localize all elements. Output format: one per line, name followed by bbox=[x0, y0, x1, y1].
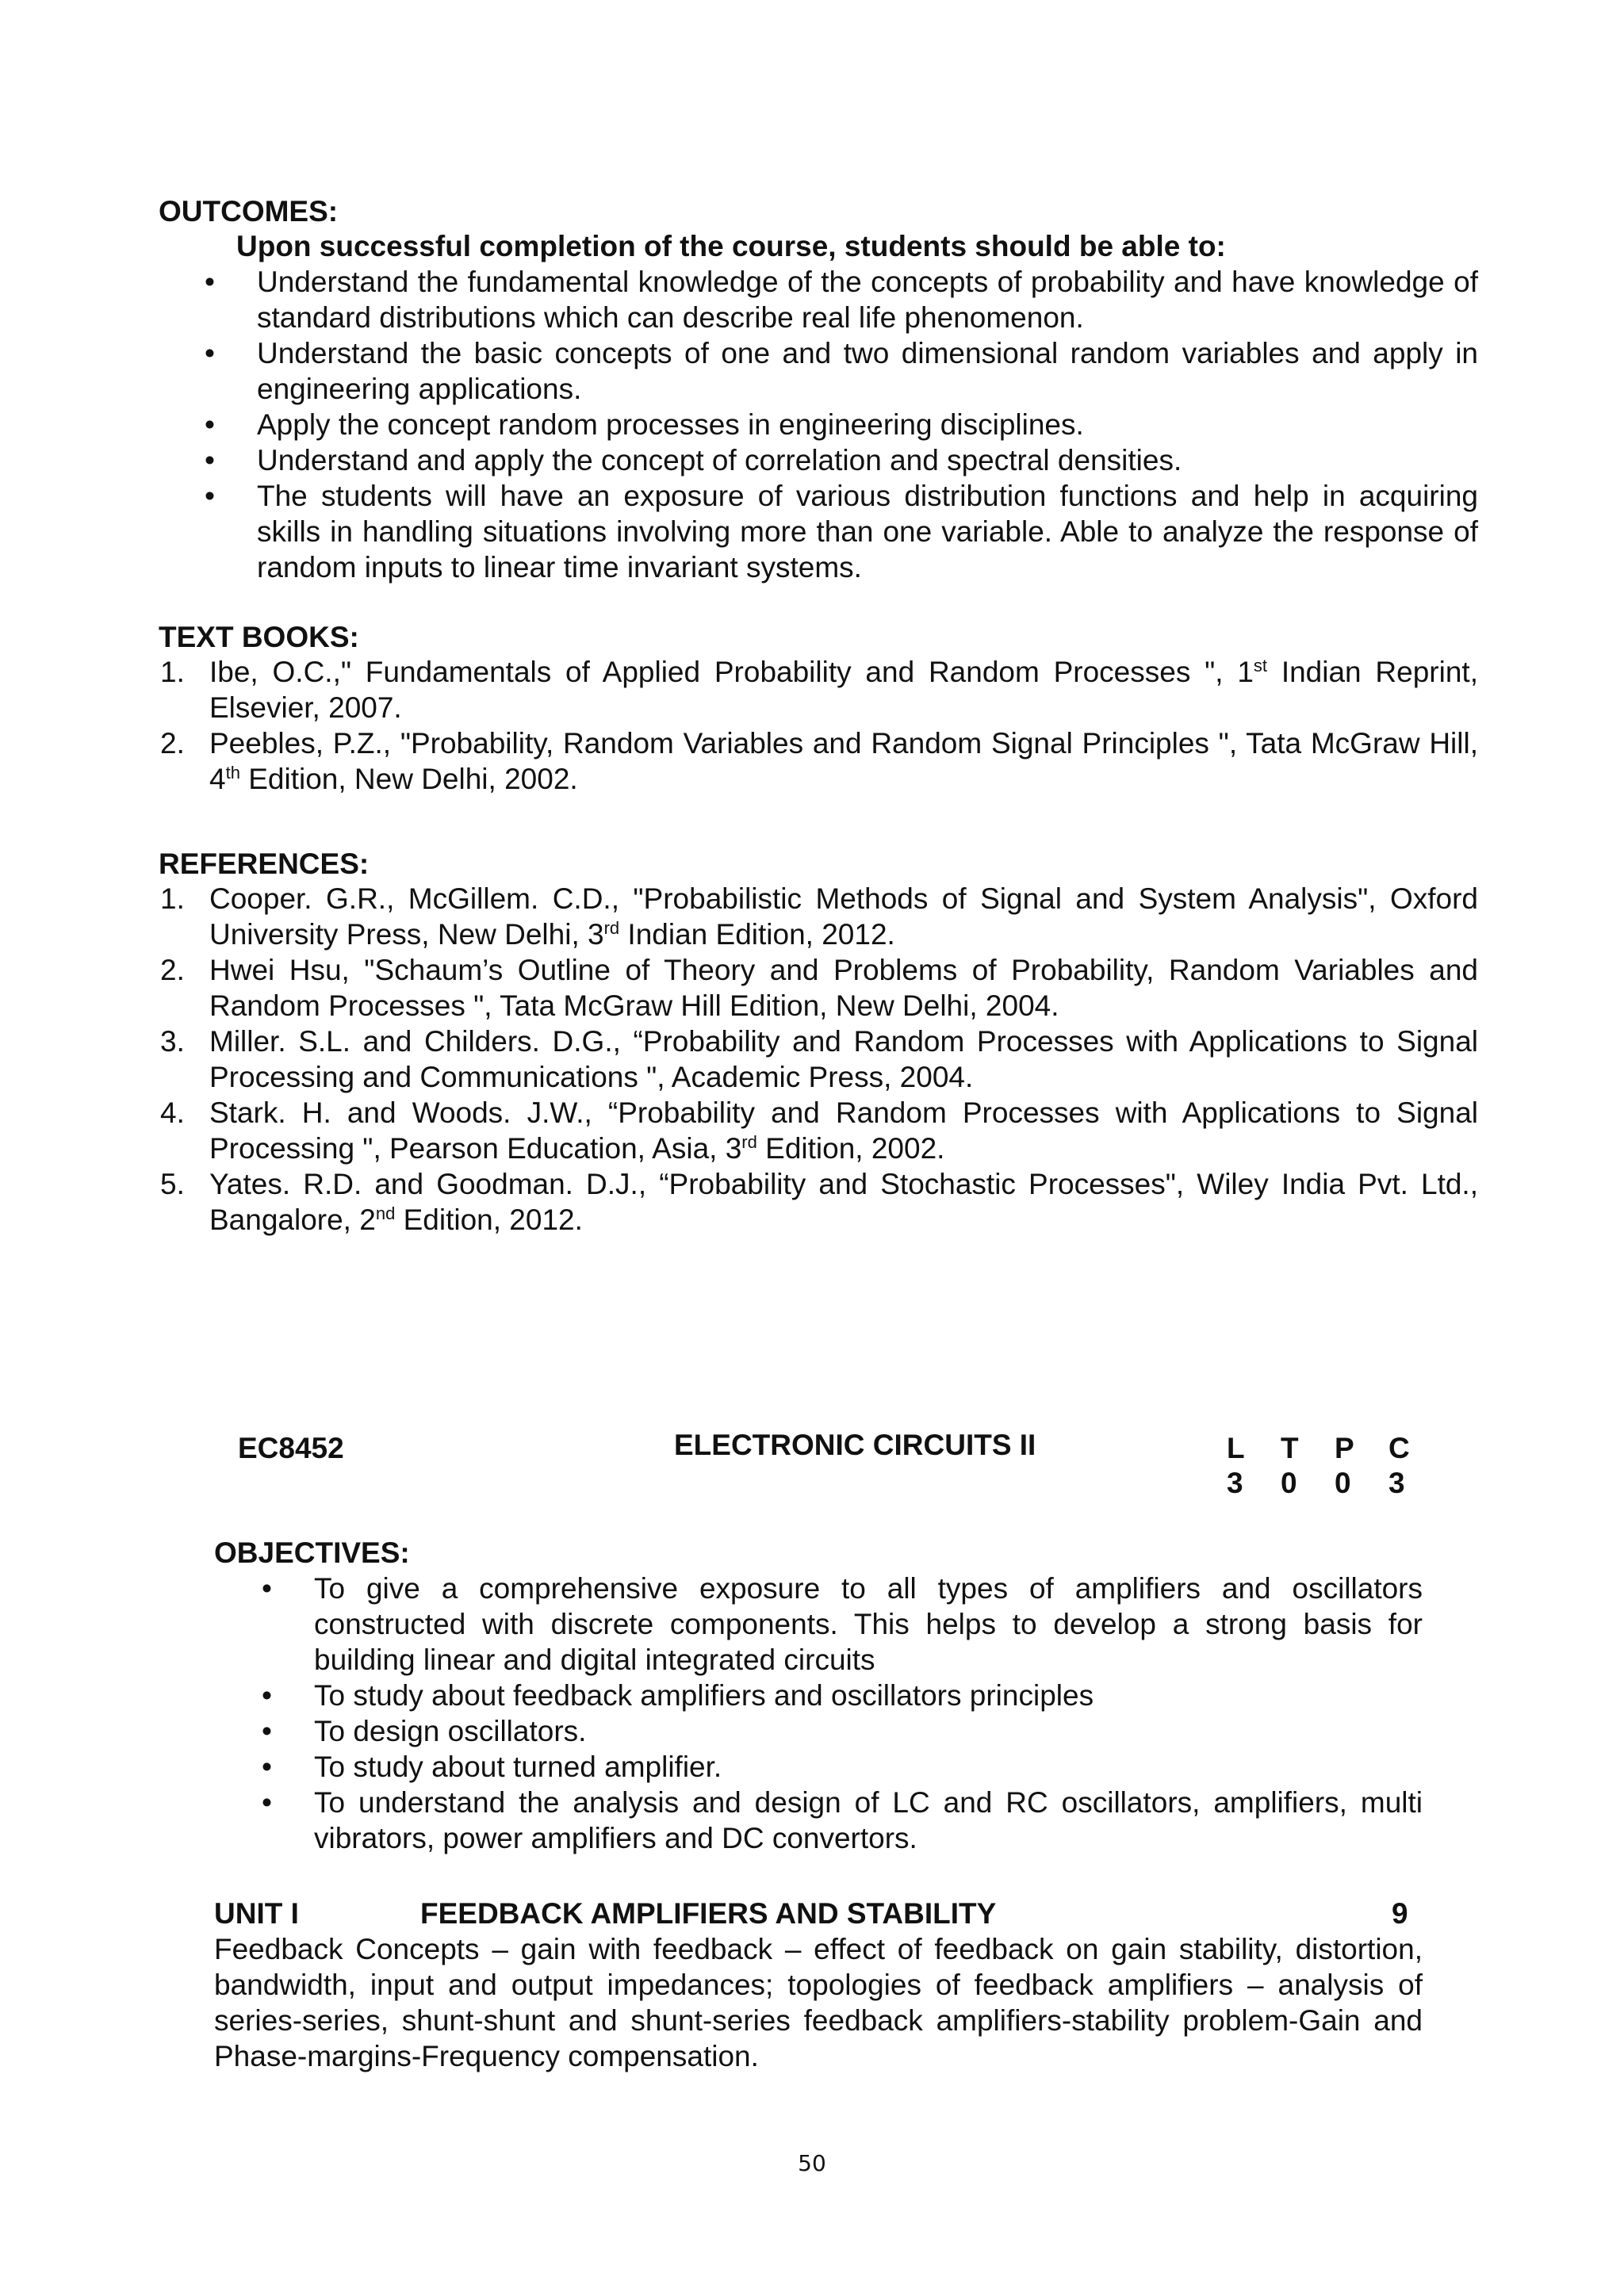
unit-title: FEEDBACK AMPLIFIERS AND STABILITY bbox=[420, 1897, 997, 1930]
textbook-item: 2. Peebles, P.Z., "Probability, Random Variables and Random Signal Principles ", Tata McGraw Hill, 4th Edition, New Delhi, 2002. bbox=[160, 727, 1478, 795]
item-number: 3. bbox=[160, 1025, 185, 1058]
objective-item: • To give a comprehensive exposure to all types of amplifiers and oscillators constructed with discrete components. This helps to develop a strong basis for building linear and digital integrated circuits bbox=[262, 1571, 1423, 1678]
objectives-heading: OBJECTIVES: bbox=[214, 1536, 410, 1569]
item-number: 1. bbox=[160, 882, 185, 915]
reference-item: 5. Yates. R.D. and Goodman. D.J., “Probability and Stochastic Processes", Wiley India Pvt. Ltd., Bangalore, 2nd Edition, 2012. bbox=[160, 1168, 1478, 1236]
course-title: ELECTRONIC CIRCUITS II bbox=[674, 1429, 1036, 1461]
objective-item: • To understand the analysis and design of LC and RC oscillators, amplifiers, multi vibrators, power amplifiers and DC convertors. bbox=[262, 1785, 1423, 1856]
page-number: 50 bbox=[798, 2150, 826, 2176]
outcomes-heading: OUTCOMES: bbox=[159, 195, 339, 228]
outcome-item: • The students will have an exposure of various distribution functions and help in acquiring skills in handling situations involving more than one variable. Able to analyze the response of random inputs to linear time invariant systems. bbox=[205, 478, 1478, 585]
ltpc-labels: L T P C bbox=[1227, 1432, 1410, 1464]
item-number: 2. bbox=[160, 727, 185, 760]
outcome-item: • Understand the basic concepts of one and two dimensional random variables and apply in engineering applications. bbox=[205, 335, 1478, 407]
outcomes-intro: Upon successful completion of the course, students should be able to: bbox=[236, 230, 1226, 262]
unit-label: UNIT I bbox=[214, 1897, 299, 1930]
unit-body: Feedback Concepts – gain with feedback – effect of feedback on gain stability, distortion, bandwidth, input and output impedances; topologies of feedback amplifiers – analysis of series-series, shunt-shunt and shunt-series feedback amplifiers-stability problem-Gain and Phase-margins-Frequency compensation. bbox=[214, 1933, 1423, 2072]
item-number: 1. bbox=[160, 656, 185, 688]
outcome-item: • Understand the fundamental knowledge of the concepts of probability and have knowledge of standard distributions which can describe real life phenomenon. bbox=[205, 264, 1478, 335]
objectives-list bbox=[262, 1571, 1423, 1856]
outcome-item: • Understand and apply the concept of correlation and spectral densities. bbox=[205, 442, 1478, 478]
ltpc-values: 3 0 0 3 bbox=[1227, 1467, 1405, 1499]
reference-item: 4. Stark. H. and Woods. J.W., “Probability and Random Processes with Applications to Signal Processing ", Pearson Education, Asia, 3rd Edition, 2002. bbox=[160, 1096, 1478, 1165]
reference-item: 1. Cooper. G.R., McGillem. C.D., "Probabilistic Methods of Signal and System Analysis", Oxford University Press, New Delhi, 3rd Indian Edition, 2012. bbox=[160, 882, 1478, 951]
references-heading: REFERENCES: bbox=[159, 848, 370, 880]
reference-item: 2. Hwei Hsu, "Schaum’s Outline of Theory and Problems of Probability, Random Variables and Random Processes ", Tata McGraw Hill Edition, New Delhi, 2004. bbox=[160, 954, 1478, 1022]
course-code: EC8452 bbox=[238, 1432, 344, 1464]
textbooks-list bbox=[160, 654, 1478, 797]
item-number: 2. bbox=[160, 954, 185, 986]
textbook-item: 1. Ibe, O.C.," Fundamentals of Applied Probability and Random Processes ", 1st Indian Reprint, Elsevier, 2007. bbox=[160, 656, 1478, 724]
outcomes-list bbox=[205, 264, 1478, 585]
references-list bbox=[160, 881, 1478, 1238]
outcome-item: • Apply the concept random processes in engineering disciplines. bbox=[205, 407, 1478, 442]
reference-item: 3. Miller. S.L. and Childers. D.G., “Probability and Random Processes with Applications to Signal Processing and Communications ", Academic Press, 2004. bbox=[160, 1025, 1478, 1093]
textbooks-heading: TEXT BOOKS: bbox=[159, 621, 359, 653]
objective-item: • To study about turned amplifier. bbox=[262, 1749, 1423, 1785]
objective-item: • To study about feedback amplifiers and oscillators principles bbox=[262, 1678, 1423, 1713]
item-number: 5. bbox=[160, 1168, 185, 1200]
unit-hours: 9 bbox=[1392, 1897, 1408, 1930]
objective-item: • To design oscillators. bbox=[262, 1713, 1423, 1749]
item-number: 4. bbox=[160, 1096, 185, 1129]
